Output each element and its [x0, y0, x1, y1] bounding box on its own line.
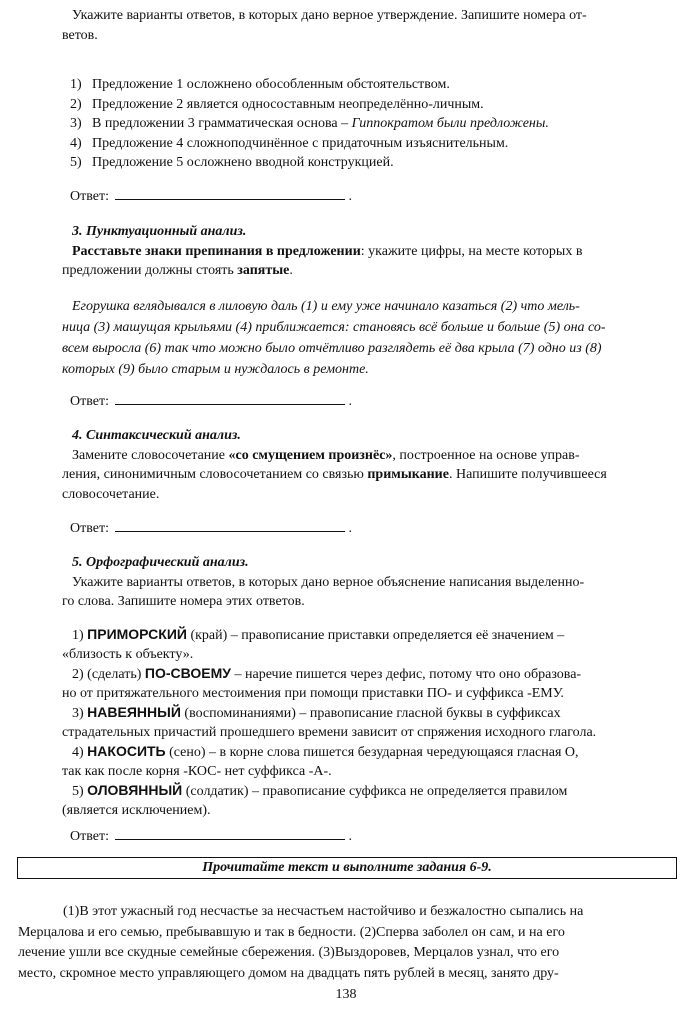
spelling-option-4: 4) НАКОСИТЬ (сено) – в корне слова пишется безударная чередующаяся гласная О, так как после корня -КОС- нет суффикса -А-.	[62, 743, 579, 779]
task5-options	[62, 625, 668, 820]
task2-instruction: Укажите варианты ответов, в которых дано верное утверждение. Запишите номера от- ветов.	[62, 8, 587, 43]
option-3: 3) В предложении 3 грамматическая основа – Гиппократом были предложены.	[70, 116, 549, 131]
task3-sentence: Егорушка вглядывался в лиловую даль (1) и ему уже начинало казаться (2) что мель- ница (3) машущая крыльями (4) приближается: становясь всё больше и больше (5) она со- всем выросла (6) так что можно было отчётливо разглядеть её два крыла (7) одно из (8) которых (9) было старым и нуждалось в ремонте.	[62, 299, 606, 377]
spelling-option-2: 2) (сделать) ПО-СВОЕМУ – наречие пишется через дефис, потому что оно образова- но от притяжательного местоимения при помощи приставки ПО- и суффикса -ЕМУ.	[62, 665, 582, 701]
answer-field-2[interactable]: Ответ: .	[70, 185, 352, 205]
reading-text: (1)В этот ужасный год несчастье за несчастьем настойчиво и безжалостно сыпались на Мерцалова и его семью, пребывавшую и так в бедности. (2)Сперва заболел он сам, и на его лечение ушли все скудные семейные сбережения. (3)Выздоровев, Мерцалов узнал, что его место, скромное место управляющего домом на двадцать пять рублей в месяц, занято дру-	[18, 904, 584, 981]
answer-field-3[interactable]: Ответ: .	[70, 390, 352, 410]
task3-instruction: Расставьте знаки препинания в предложении: укажите цифры, на месте которых в	[72, 243, 583, 259]
task4-heading: 4. Синтаксический анализ.	[72, 428, 241, 443]
spelling-option-1: 1) ПРИМОРСКИЙ (край) – правописание приставки определяется её значением – «близость к объекту».	[62, 626, 565, 662]
task4-section: 4. Синтаксический анализ. Замените словосочетание «со смущением произнёс», построенное на основе управ- ления, синонимичным словосочетанием со связью примыкание. Напишите получившееся словосочетание.	[62, 426, 668, 504]
reading-banner: Прочитайте текст и выполните задания 6-9.	[17, 857, 677, 879]
page-number: 138	[335, 987, 357, 1002]
option-1: 1) Предложение 1 осложнено обособленным обстоятельством.	[70, 77, 450, 92]
task2-options	[70, 75, 676, 173]
answer-field-4[interactable]: Ответ: .	[70, 517, 352, 537]
spelling-option-5: 5) ОЛОВЯННЫЙ (солдатик) – правописание суффикса не определяется правилом (является исключением).	[62, 782, 568, 818]
option-2: 2) Предложение 2 является односоставным неопределённо-личным.	[70, 96, 484, 112]
answer-field-5[interactable]: Ответ: .	[70, 825, 352, 845]
task3-section: 3. Пунктуационный анализ. Расставьте знаки препинания в предложении: укажите цифры, на месте которых в предложении должны стоять запятые.	[62, 222, 668, 281]
option-5: 5) Предложение 5 осложнено вводной конструкцией.	[70, 155, 394, 170]
task3-heading: 3. Пунктуационный анализ.	[72, 224, 247, 239]
task5-section: 5. Орфографический анализ. Укажите варианты ответов, в которых дано верное объяснение написания выделенно- го слова. Запишите номера этих ответов.	[62, 553, 668, 612]
option-4: 4) Предложение 4 сложноподчинённое с придаточным изъяснительным.	[70, 135, 509, 151]
spelling-option-3: 3) НАВЕЯННЫЙ (воспоминаниями) – правописание гласной буквы в суффиксах страдательных причастий прошедшего времени зависит от спряжения исходного глагола.	[62, 704, 597, 740]
task5-heading: 5. Орфографический анализ.	[72, 555, 249, 570]
